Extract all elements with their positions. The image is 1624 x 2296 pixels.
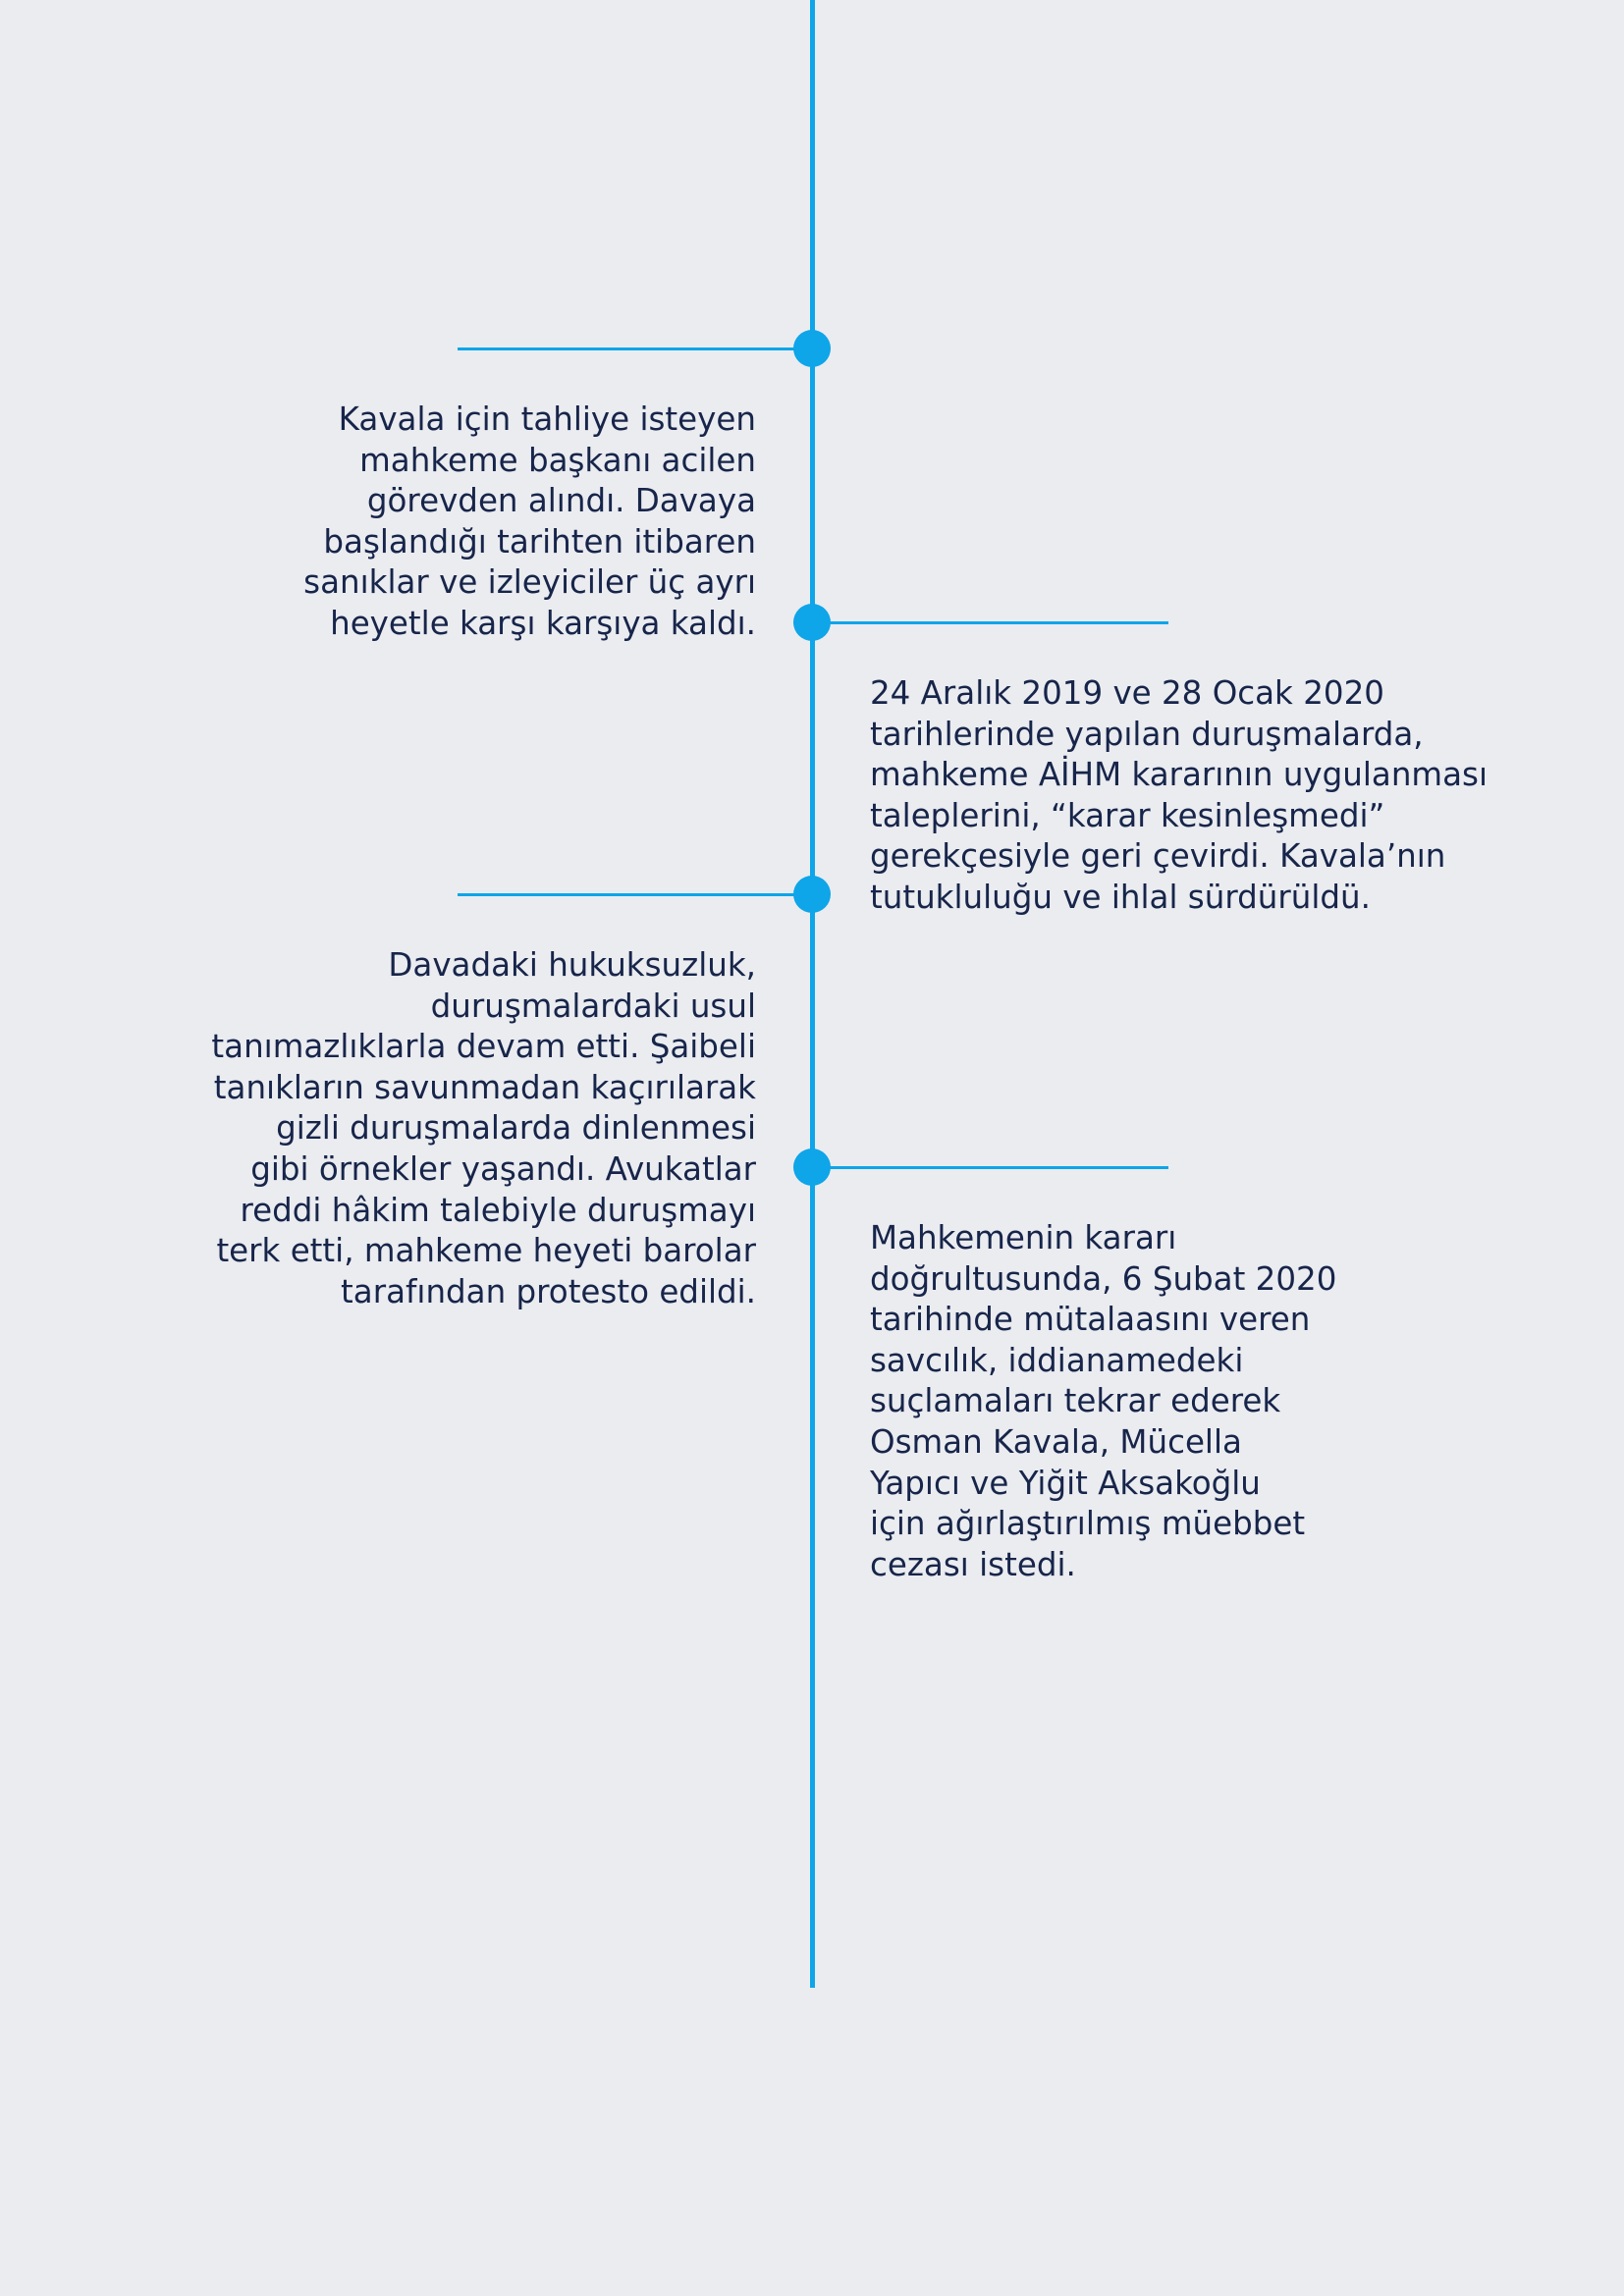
timeline-connector-4 (813, 1166, 1168, 1169)
timeline-node-1 (793, 330, 831, 367)
timeline-connector-2 (813, 621, 1168, 624)
timeline-entry-2-text: 24 Aralık 2019 ve 28 Ocak 2020 tarihlerinde yapılan duruşmalarda, mahkeme AİHM kararının uygulanması taleplerini, “karar kesinleşmedi” gerekçesiyle geri çevirdi. Kavala’nın tutukluluğu ve ihlal sürdürüldü. (870, 674, 1488, 916)
timeline-entry-1-text: Kavala için tahliye isteyen mahkeme başkanı acilen görevden alındı. Davaya başlandığı tarihten itibaren sanıklar ve izleyiciler üç ayrı heyetle karşı karşıya kaldı. (303, 400, 756, 642)
timeline-connector-1 (458, 347, 813, 350)
timeline-node-2 (793, 604, 831, 641)
timeline-connector-3 (458, 893, 813, 896)
timeline-entry-4-text: Mahkemenin kararı doğrultusunda, 6 Şubat 2020 tarihinde mütalaasını veren savcılık, iddianamedeki suçlamaları tekrar ederek Osman Kavala, Mücella Yapıcı ve Yiğit Aksakoğlu için ağırlaştırılmış müebbet cezası istedi. (870, 1219, 1337, 1583)
timeline-node-4 (793, 1148, 831, 1186)
timeline-axis (810, 0, 815, 1988)
timeline-entry-3-text: Davadaki hukuksuzluk, duruşmalardaki usul tanımazlıklarla devam etti. Şaibeli tanıkların savunmadan kaçırılarak gizli duruşmalarda dinlenmesi gibi örnekler yaşandı. Avukatlar reddi hâkim talebiyle duruşmayı terk etti, mahkeme heyeti barolar tarafından protesto edildi. (211, 946, 756, 1310)
timeline-node-3 (793, 876, 831, 913)
